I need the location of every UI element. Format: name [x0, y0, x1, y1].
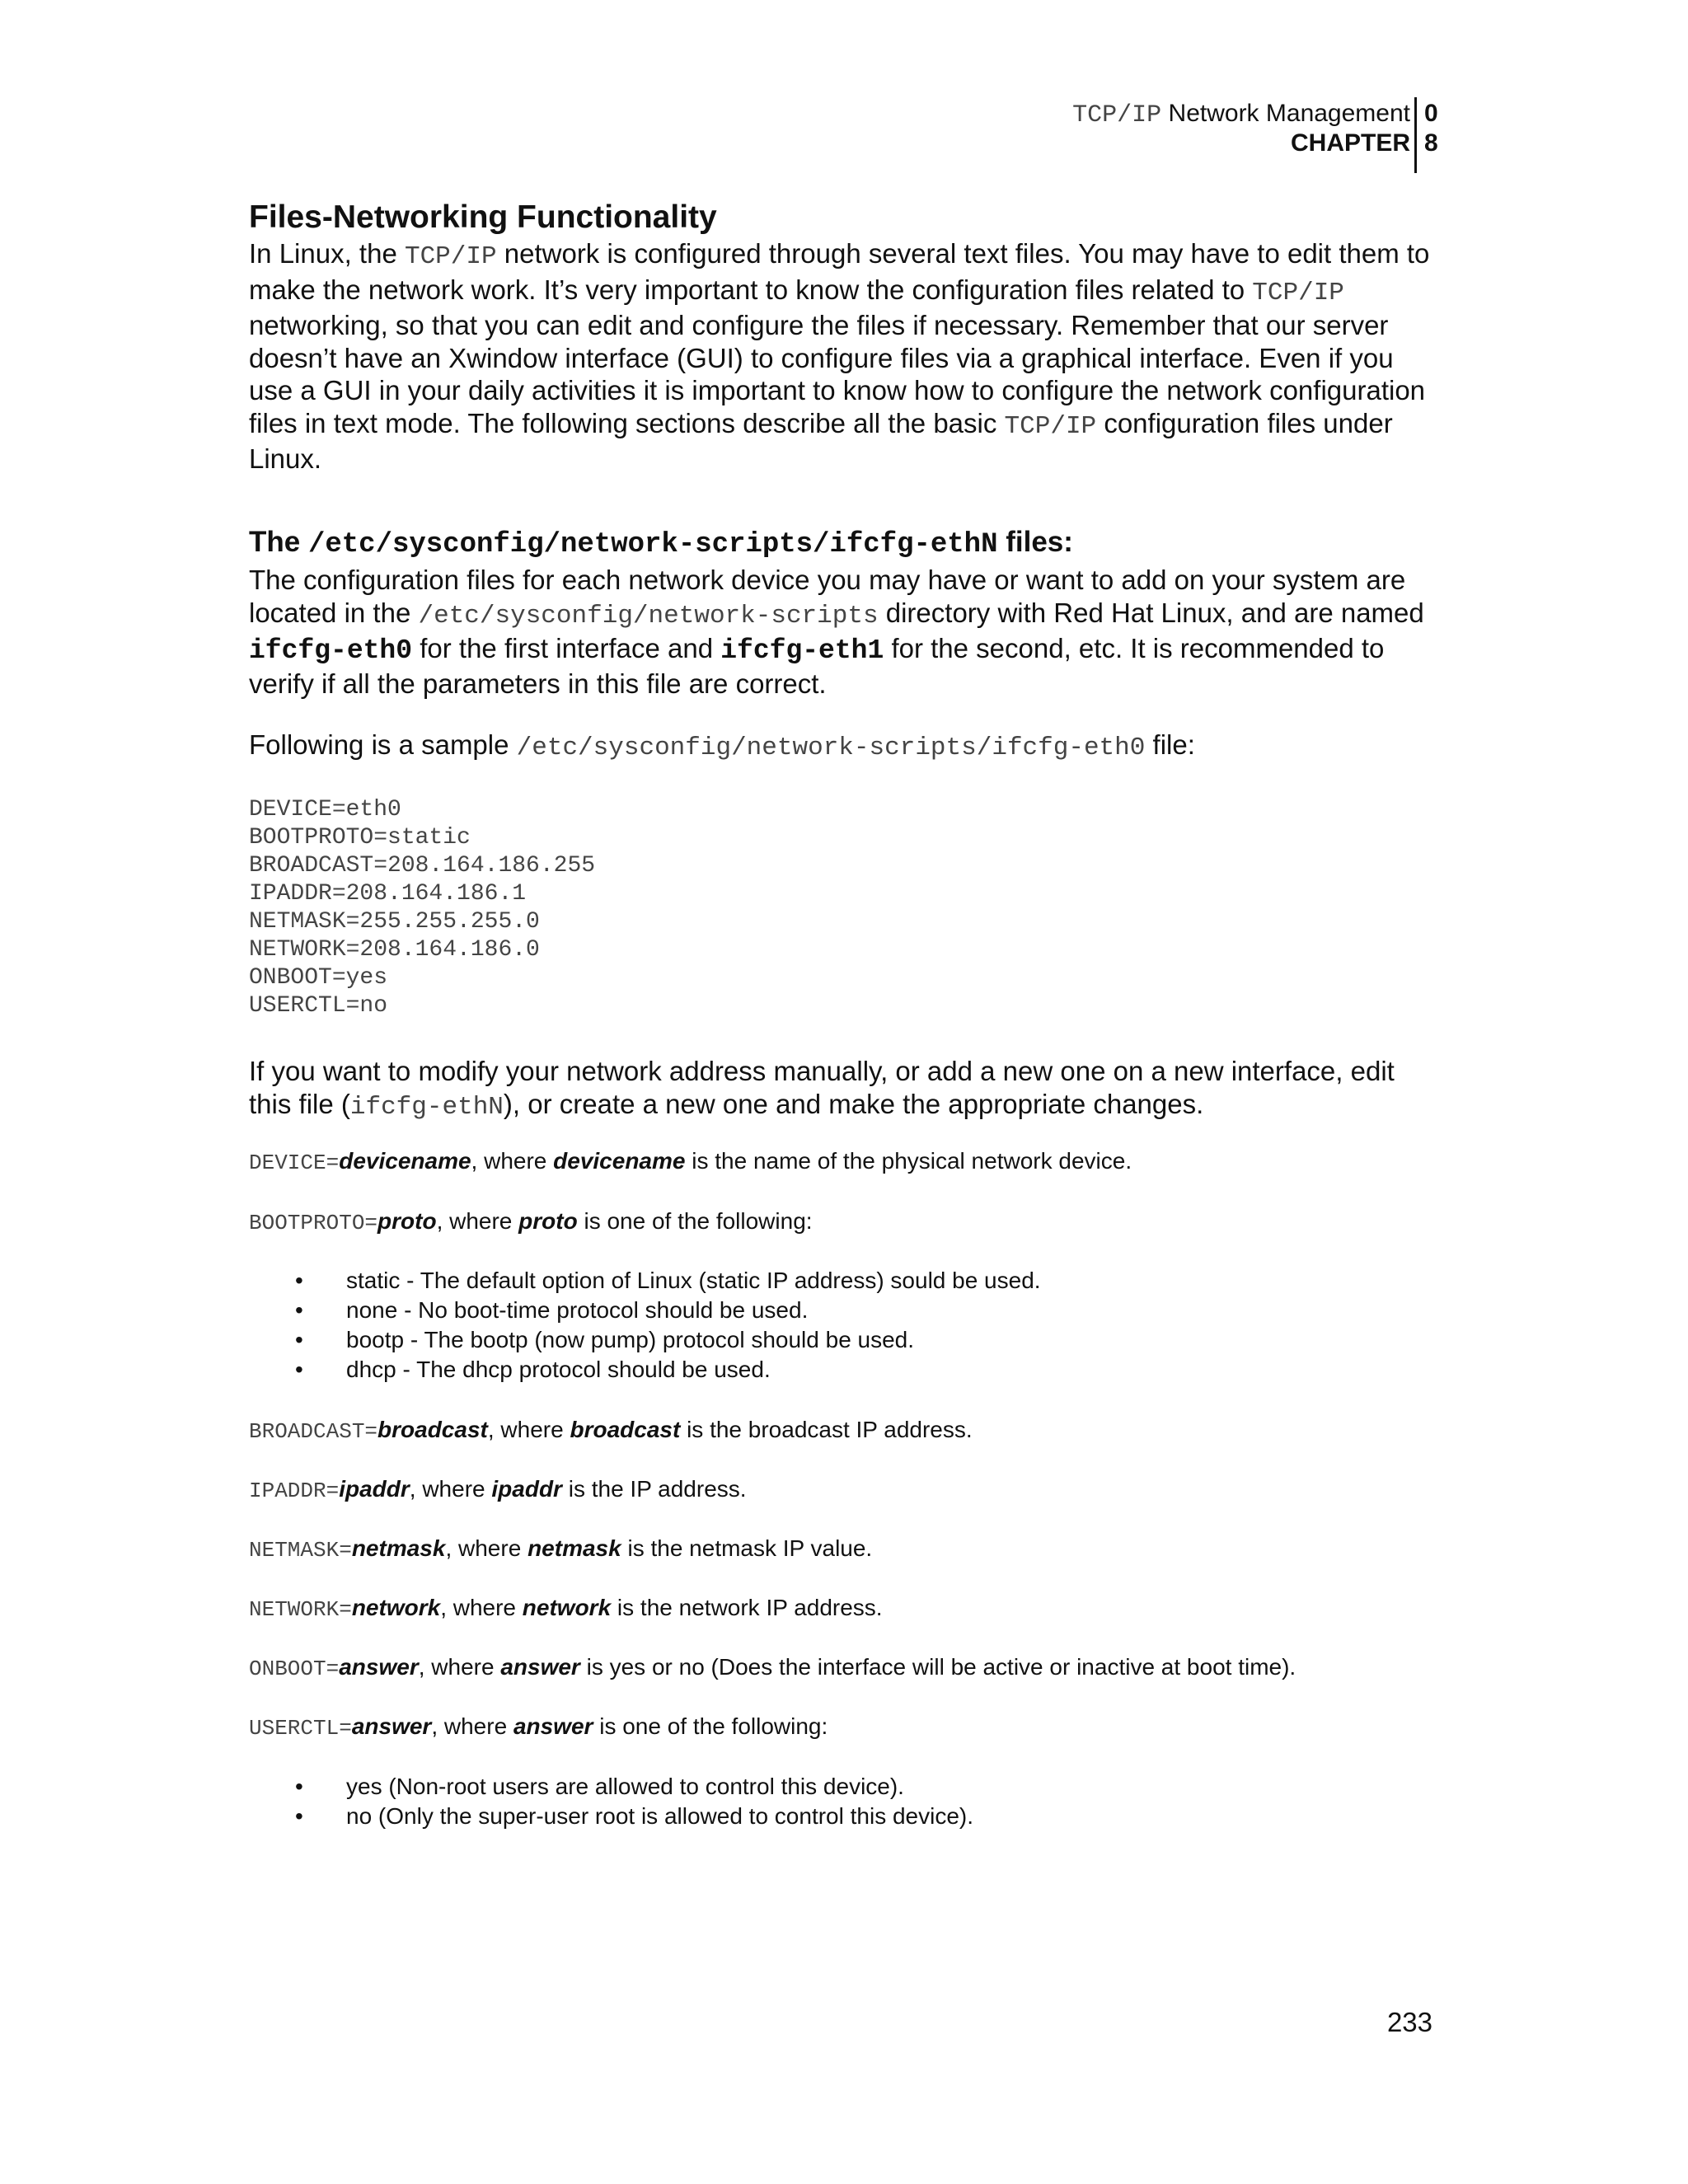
text: , where [418, 1654, 501, 1680]
def-desc: is one of the following: [593, 1713, 828, 1739]
header-tcpip: TCP/IP [1072, 101, 1162, 129]
def-bootproto [249, 1207, 1444, 1237]
text: , where [487, 1417, 570, 1442]
def-desc: is yes or no (Does the interface will be active or inactive at boot time). [579, 1654, 1296, 1680]
text: , where [409, 1476, 492, 1502]
def-var: network [351, 1595, 441, 1620]
def-broadcast [249, 1416, 1444, 1446]
def-var: broadcast [570, 1417, 681, 1442]
sample-intro [249, 729, 1444, 765]
text: ), or create a new one and make the appropriate changes. [503, 1088, 1204, 1119]
def-var: devicename [553, 1148, 686, 1174]
filename-bold: ifcfg-eth1 [720, 635, 884, 666]
bullet-icon: • [295, 1327, 303, 1352]
chapter-number-digit-2: 8 [1424, 129, 1438, 157]
def-desc: is the broadcast IP address. [680, 1417, 973, 1442]
def-key: DEVICE= [249, 1151, 340, 1175]
def-var: netmask [528, 1535, 621, 1561]
bullet-icon: • [295, 1774, 303, 1799]
def-var: answer [513, 1713, 593, 1739]
text: , where [436, 1208, 519, 1234]
section-heading: Files-Networking Functionality [249, 199, 717, 235]
config-files-paragraph [249, 564, 1444, 700]
def-var: netmask [351, 1535, 446, 1561]
def-netmask [249, 1535, 1444, 1564]
text: , where [471, 1148, 554, 1174]
list-item [249, 1296, 1444, 1325]
def-var: ipaddr [339, 1476, 410, 1502]
def-ipaddr [249, 1475, 1444, 1505]
def-key: IPADDR= [249, 1479, 340, 1503]
list-item-text: dhcp - The dhcp protocol should be used. [346, 1357, 771, 1382]
def-key: BOOTPROTO= [249, 1211, 378, 1235]
def-desc: is the IP address. [561, 1476, 747, 1502]
list-item [249, 1772, 1444, 1802]
intro-paragraph [249, 237, 1444, 476]
list-item [249, 1355, 1444, 1385]
inline-code: TCP/IP [1252, 278, 1344, 307]
running-header-chapter: CHAPTER [1290, 129, 1410, 157]
text: , where [445, 1535, 528, 1561]
chapter-number-digit-1: 0 [1424, 100, 1438, 127]
bullet-icon: • [295, 1803, 303, 1829]
list-item [249, 1802, 1444, 1831]
list-item-text: static - The default option of Linux (static IP address) sould be used. [346, 1268, 1041, 1293]
def-desc: is the netmask IP value. [621, 1535, 873, 1561]
bullet-icon: • [295, 1297, 303, 1323]
def-key: NETMASK= [249, 1538, 352, 1563]
def-key: BROADCAST= [249, 1419, 378, 1444]
subsection-heading [249, 524, 1444, 563]
def-device [249, 1147, 1444, 1177]
list-item-text: none - No boot-time protocol should be used. [346, 1297, 809, 1323]
bullet-icon: • [295, 1357, 303, 1382]
text: file: [1145, 729, 1195, 760]
inline-code: TCP/IP [1004, 411, 1097, 441]
inline-code: /etc/sysconfig/network-scripts/ifcfg-eth0 [516, 733, 1146, 762]
list-item-text: bootp - The bootp (now pump) protocol should be used. [346, 1327, 915, 1352]
def-var: proto [518, 1208, 578, 1234]
header-divider [1414, 97, 1417, 173]
code-sample: DEVICE=eth0 BOOTPROTO=static BROADCAST=208.164.186.255 IPADDR=208.164.186.1 NETMASK=255.255.255.0 NETWORK=208.164.186.0 ONBOOT=yes USERCTL=no [249, 797, 596, 1019]
filename-bold: ifcfg-eth0 [249, 635, 413, 666]
list-item [249, 1325, 1444, 1355]
def-var: answer [339, 1654, 419, 1680]
text: , where [431, 1713, 513, 1739]
def-var: ipaddr [491, 1476, 562, 1502]
def-key: NETWORK= [249, 1597, 352, 1622]
text: Following is a sample [249, 729, 517, 760]
def-var: answer [500, 1654, 580, 1680]
def-var: network [522, 1595, 612, 1620]
def-key: ONBOOT= [249, 1657, 340, 1681]
inline-code: /etc/sysconfig/network-scripts [418, 601, 879, 630]
def-desc: is the name of the physical network device. [685, 1148, 1132, 1174]
page-number: 233 [1386, 2007, 1432, 2037]
def-var: broadcast [377, 1417, 488, 1442]
def-desc: is the network IP address. [611, 1595, 883, 1620]
inline-code: TCP/IP [404, 242, 497, 271]
text: for the second, etc. It is recommended to verify if all the parameters in this file are correct. [249, 633, 1385, 699]
text: networking, so that you can edit and configure the files if necessary. Remember that our server doesn’t have an Xwindow interface (GUI) to configure files via a graphical interface. Even if you use a GUI in your daily activities it is important to know how to configure the network configuration files in text mode. The following sections describe all the basic [249, 310, 1426, 438]
bootproto-options-list [249, 1266, 1444, 1385]
def-network [249, 1594, 1444, 1624]
def-key: USERCTL= [249, 1716, 352, 1741]
text: The configuration files for each network device you may have or want to add on your system are located in the [249, 565, 1406, 628]
running-header-title [751, 99, 1410, 130]
def-var: answer [351, 1713, 432, 1739]
header-title-text: Network Management [1168, 100, 1410, 127]
def-var: devicename [339, 1148, 471, 1174]
list-item-text: no (Only the super-user root is allowed to control this device). [346, 1803, 974, 1829]
def-userctl [249, 1713, 1444, 1742]
text: In Linux, the [249, 238, 405, 269]
inline-code: ifcfg-ethN [349, 1092, 504, 1122]
def-onboot [249, 1653, 1444, 1683]
text: configuration files under Linux. [249, 407, 1393, 474]
userctl-options-list [249, 1772, 1444, 1831]
text: for the first interface and [412, 633, 721, 663]
def-var: proto [377, 1208, 437, 1234]
modify-paragraph [249, 1055, 1444, 1123]
text: network is configured through several text files. You may have to edit them to make the network work. It’s very important to know the configuration files related to [249, 238, 1430, 305]
bullet-icon: • [295, 1268, 303, 1293]
text: directory with Red Hat Linux, and are named [878, 597, 1424, 628]
def-desc: is one of the following: [577, 1208, 813, 1234]
text: If you want to modify your network address manually, or add a new one on a new interface, edit this file ( [249, 1056, 1395, 1119]
heading-path: /etc/sysconfig/network-scripts/ifcfg-ethN [307, 529, 998, 560]
text: , where [440, 1595, 523, 1620]
text: The [249, 526, 308, 558]
list-item-text: yes (Non-root users are allowed to control this device). [346, 1774, 904, 1799]
list-item [249, 1266, 1444, 1296]
text: files: [997, 526, 1073, 558]
